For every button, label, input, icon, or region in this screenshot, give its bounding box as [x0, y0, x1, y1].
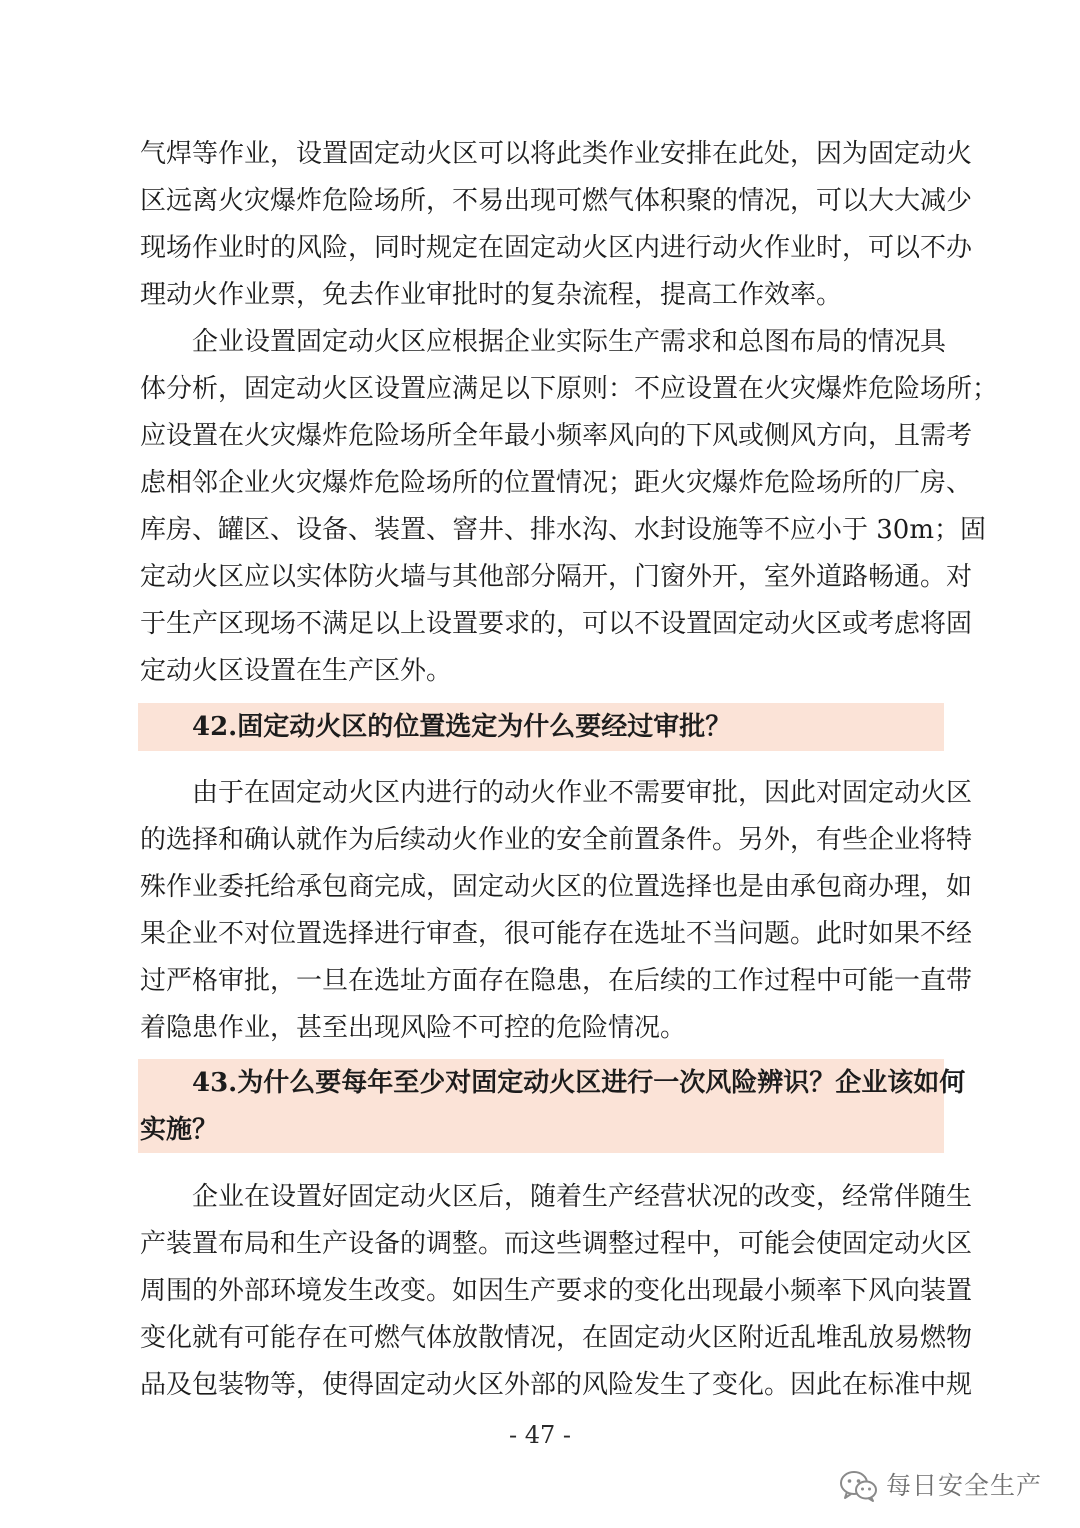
paragraph-1-line-1: 气焊等作业，设置固定动火区可以将此类作业安排在此处，因为固定动火 — [140, 139, 973, 169]
watermark-text: 每日安全生产 — [886, 1471, 1043, 1500]
paragraph-4-line-1: 企业在设置好固定动火区后，随着生产经营状况的改变，经常伴随生 — [192, 1182, 973, 1212]
paragraph-2-line-4: 虑相邻企业火灾爆炸危险场所的位置情况；距火灾爆炸危险场所的厂房、 — [140, 468, 973, 498]
paragraph-3-line-5: 过严格审批，一旦在选址方面存在隐患，在后续的工作过程中可能一直带 — [140, 966, 973, 996]
paragraph-1-line-2: 区远离火灾爆炸危险场所，不易出现可燃气体积聚的情况，可以大大减少 — [140, 186, 973, 216]
heading-43-line-2: 实施？ — [140, 1115, 219, 1145]
paragraph-4-line-2: 产装置布局和生产设备的调整。而这些调整过程中，可能会使固定动火区 — [140, 1229, 973, 1259]
paragraph-2-line-3: 应设置在火灾爆炸危险场所全年最小频率风向的下风或侧风方向，且需考 — [140, 421, 973, 451]
paragraph-2-line-2: 体分析，固定动火区设置应满足以下原则：不应设置在火灾爆炸危险场所； — [140, 374, 999, 404]
paragraph-2-line-8: 定动火区设置在生产区外。 — [140, 656, 453, 686]
paragraph-3-line-1: 由于在固定动火区内进行的动火作业不需要审批，因此对固定动火区 — [192, 778, 973, 808]
paragraph-3-line-3: 殊作业委托给承包商完成，固定动火区的位置选择也是由承包商办理，如 — [140, 872, 973, 902]
watermark — [838, 1466, 1042, 1506]
heading-42: 42.固定动火区的位置选定为什么要经过审批？ — [192, 712, 732, 742]
paragraph-4-line-3: 周围的外部环境发生改变。如因生产要求的变化出现最小频率下风向装置 — [140, 1276, 973, 1306]
paragraph-4-line-4: 变化就有可能存在可燃气体放散情况，在固定动火区附近乱堆乱放易燃物 — [140, 1323, 973, 1353]
paragraph-3-line-6: 着隐患作业，甚至出现风险不可控的危险情况。 — [140, 1013, 687, 1043]
page-number: - 47 - — [508, 1421, 571, 1449]
paragraph-2-line-6: 定动火区应以实体防火墙与其他部分隔开，门窗外开，室外道路畅通。对 — [140, 562, 973, 592]
heading-43-line-1: 43.为什么要每年至少对固定动火区进行一次风险辨识？企业该如何 — [192, 1068, 966, 1098]
paragraph-2-line-5: 库房、罐区、设备、装置、窨井、排水沟、水封设施等不应小于 30m；固 — [140, 515, 987, 545]
paragraph-1-line-3: 现场作业时的风险，同时规定在固定动火区内进行动火作业时，可以不办 — [140, 233, 973, 263]
paragraph-3-line-4: 果企业不对位置选择进行审查，很可能存在选址不当问题。此时如果不经 — [140, 919, 973, 949]
paragraph-2-line-7: 于生产区现场不满足以上设置要求的，可以不设置固定动火区或考虑将固 — [140, 609, 973, 639]
paragraph-2-line-1: 企业设置固定动火区应根据企业实际生产需求和总图布局的情况具 — [192, 327, 947, 357]
paragraph-1-line-4: 理动火作业票，免去作业审批时的复杂流程，提高工作效率。 — [140, 280, 843, 310]
paragraph-3-line-2: 的选择和确认就作为后续动火作业的安全前置条件。另外，有些企业将特 — [140, 825, 973, 855]
wechat-icon — [838, 1469, 878, 1503]
paragraph-4-line-5: 品及包装物等，使得固定动火区外部的风险发生了变化。因此在标准中规 — [140, 1370, 973, 1400]
